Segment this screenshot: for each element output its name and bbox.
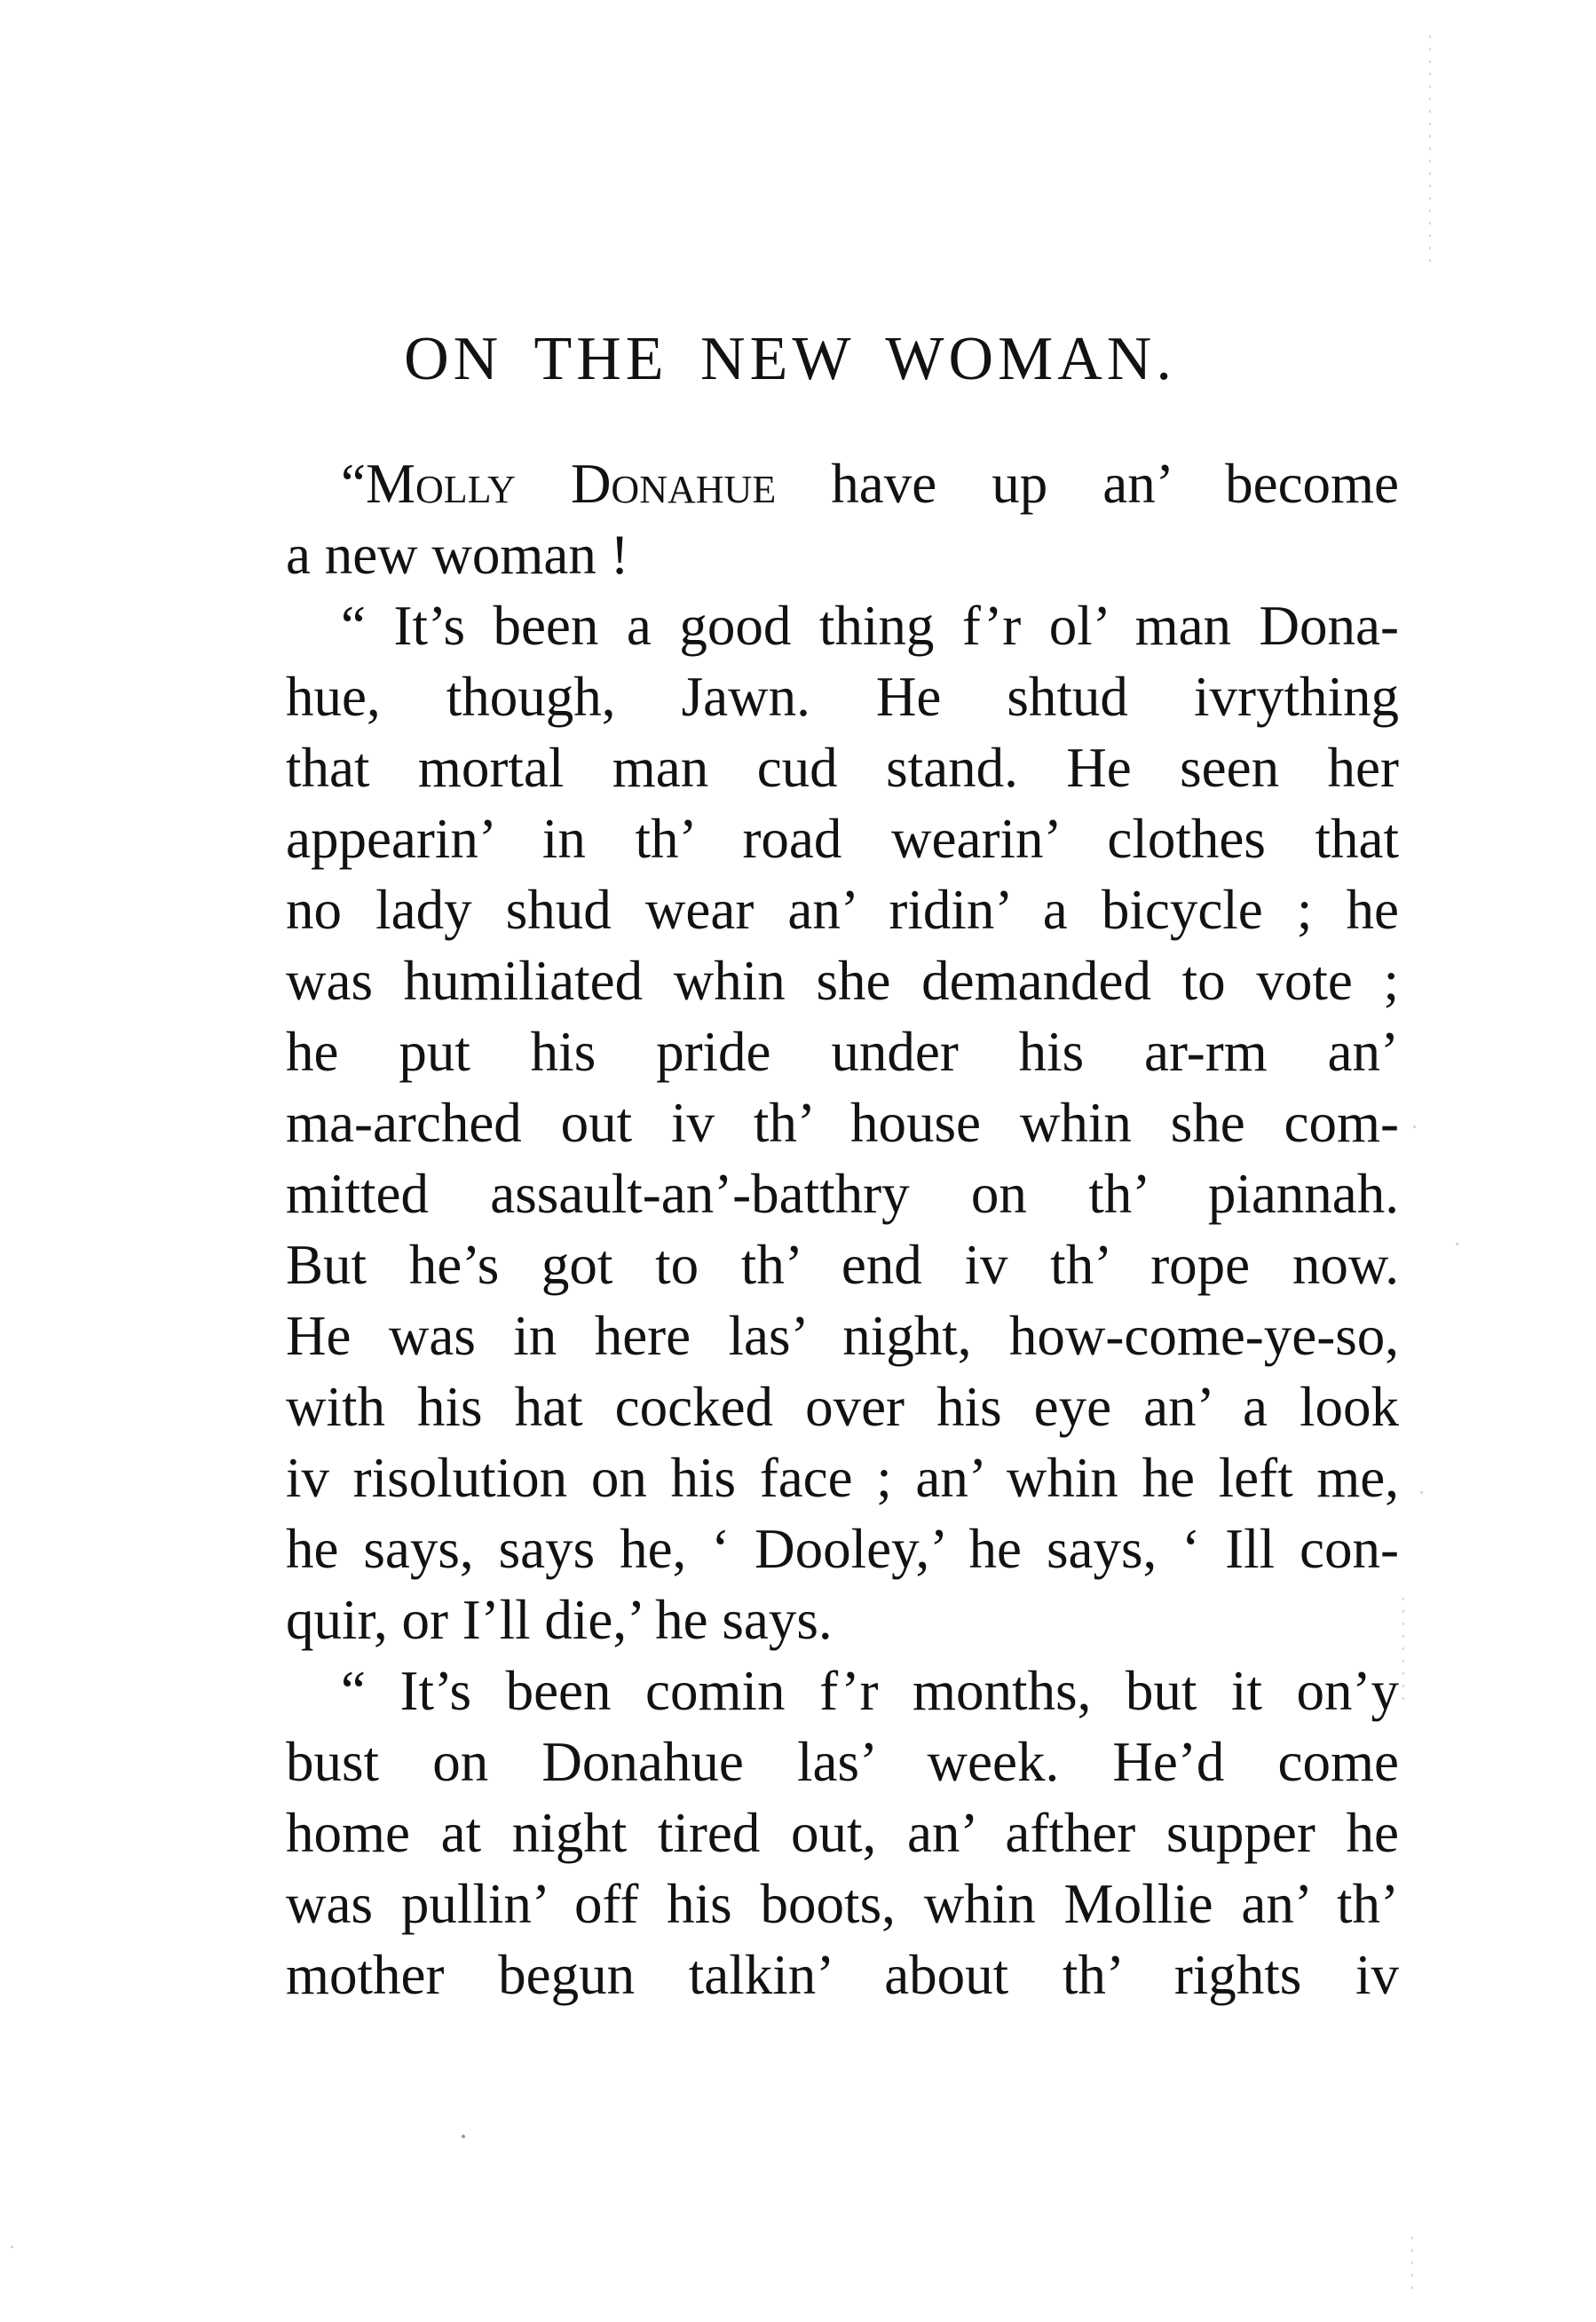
text-line-4: hue, though, Jawn. He shtud ivrything [286,666,1399,728]
scan-edge-noise [1429,36,1431,266]
text-line-14: with his hat cocked over his eye an’ a look [286,1376,1399,1438]
text-line-1 [286,448,1399,519]
text-line-11: mitted assault-an’-batthry on th’ piannah. [286,1163,1399,1225]
text-line-3: “ It’s been a good thing f’r ol’ man Dona- [341,595,1399,657]
line-1-rest: have up an’ become [776,453,1399,515]
text-line-17: quir, or I’ll die,’ he says. [286,1589,833,1651]
scan-speck [1413,1125,1416,1128]
text-line-10: ma-arched out iv th’ house whin she com- [286,1092,1399,1154]
text-line-13: He was in here las’ night, how-come-ye-so, [286,1305,1399,1367]
text-line-8: was humiliated whin she demanded to vote ; [286,950,1399,1012]
text-line-15: iv risolution on his face ; an’ whin he left me, [286,1447,1399,1509]
text-line-9: he put his pride under his ar-rm an’ [286,1021,1399,1083]
chapter-title: ON THE NEW WOMAN. [404,325,1176,393]
scan-speck [1456,1243,1458,1245]
scan-speck [462,2135,465,2138]
text-line-16: he says, says he, ‘ Dooley,’ he says, ‘ Ill con- [286,1518,1399,1580]
scan-edge-noise [1402,1598,1404,1704]
opening-quote: “ [341,453,366,515]
text-line-2: a new woman ! [286,524,629,586]
text-line-19: bust on Donahue las’ week. He’d come [286,1731,1399,1793]
body-text [286,448,1399,2010]
text-line-21: was pullin’ off his boots, whin Mollie an’ th’ [286,1873,1399,1935]
scan-edge-noise [1411,2237,1413,2299]
text-line-6: appearin’ in th’ road wearin’ clothes that [286,808,1399,870]
text-line-22: mother begun talkin’ about th’ rights iv [286,1944,1399,2006]
scan-speck [11,2246,13,2248]
text-line-5: that mortal man cud stand. He seen her [286,737,1399,799]
name-small-caps: Molly Donahue [365,453,777,515]
text-line-20: home at night tired out, an’ afther supper he [286,1802,1399,1864]
text-line-12: But he’s got to th’ end iv th’ rope now. [286,1234,1399,1296]
text-line-18: “ It’s been comin f’r months, but it on’y [341,1660,1399,1722]
text-line-7: no lady shud wear an’ ridin’ a bicycle ; he [286,879,1399,941]
scan-speck [1420,1491,1423,1494]
